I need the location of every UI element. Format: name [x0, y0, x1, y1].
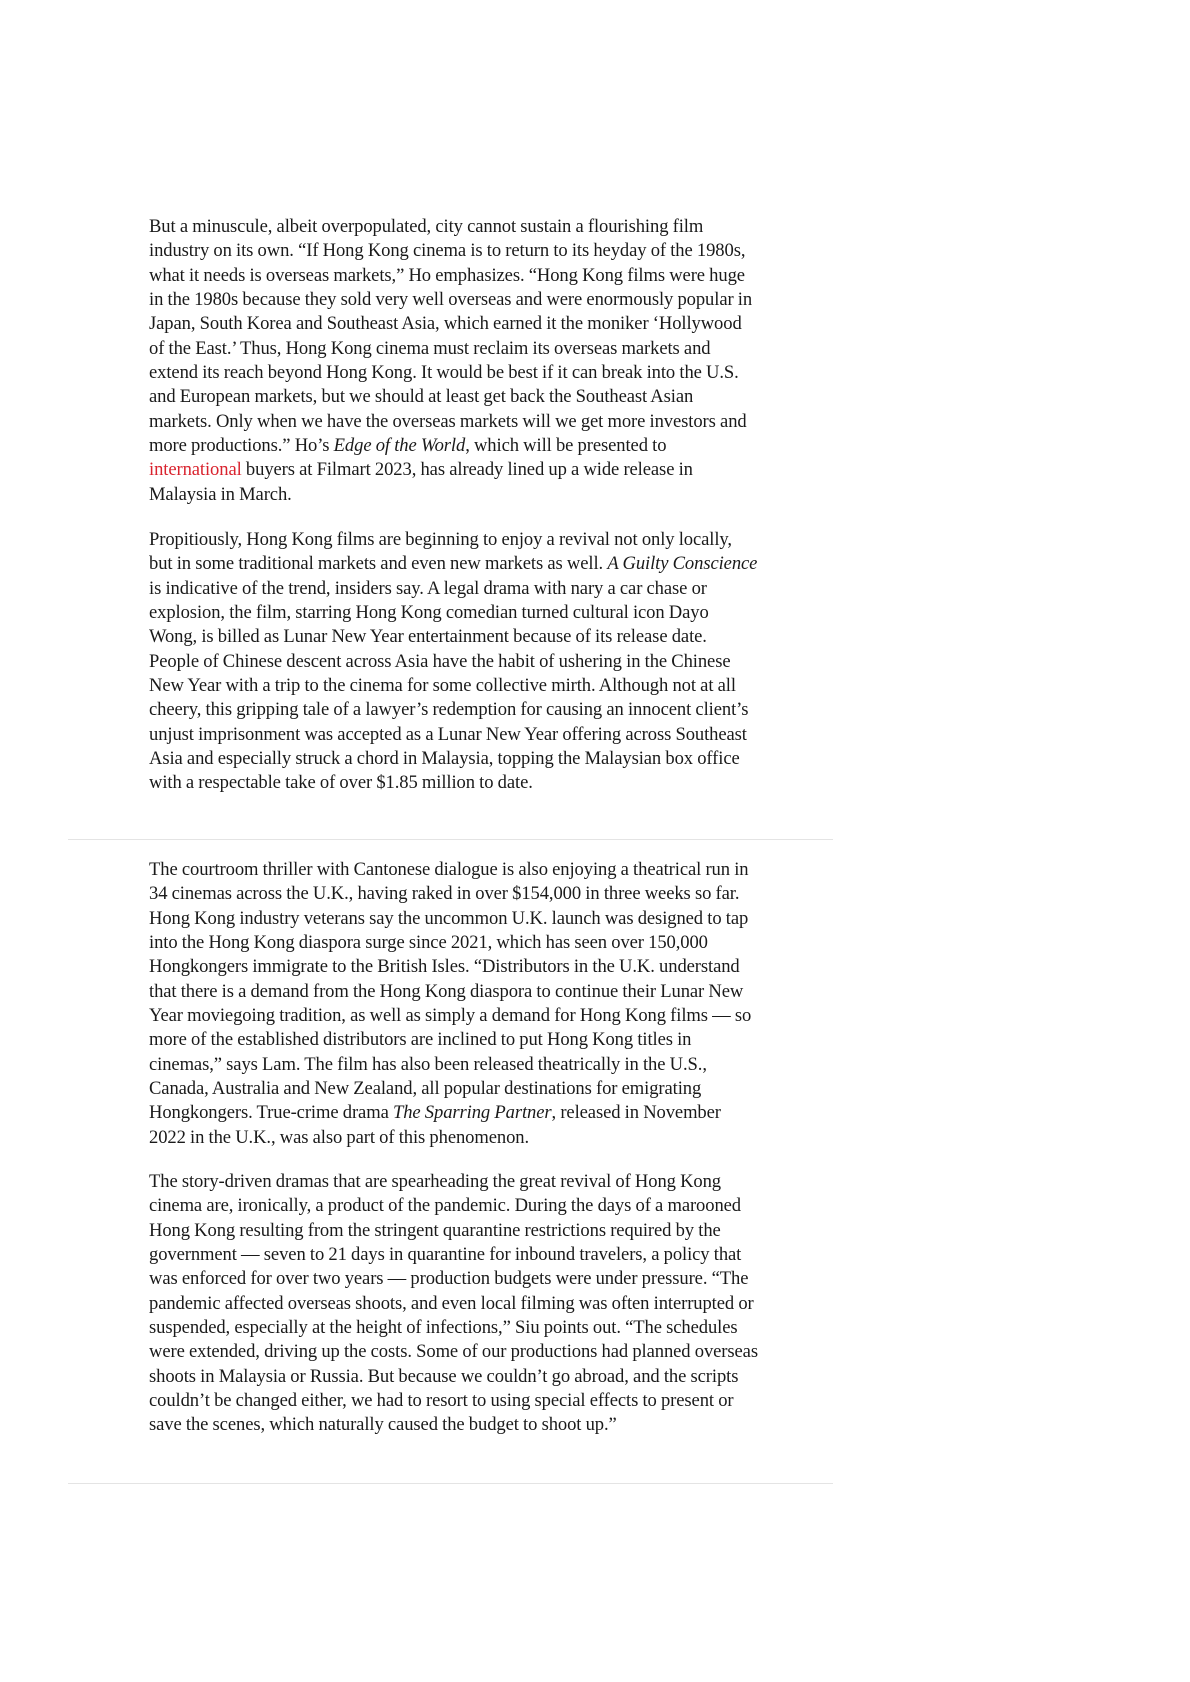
article-paragraph-4: [149, 1170, 759, 1438]
film-title-the-sparring-partner: The Sparring Partner: [392, 1102, 552, 1124]
paragraph-text: But a minuscule, albeit overpopulated, city cannot sustain a flourishing film industry on its own. “If Hong Kong cinema is to return to its heyday of the 1980s, what it needs is overseas markets,” Ho emphasizes. “Hong Kong films were huge in the 1980s because they sold very well overseas and were enormously popular in Japan, South Korea and Southeast Asia, which earned it the moniker ‘Hollywood of the East.’ Thus, Hong Kong cinema must reclaim its overseas markets and extend its reach beyond Hong Kong. It would be best if it can break into the U.S. and European markets, but we should at least get back the Southeast Asian markets. Only when we have the overseas markets will we get more investors and more productions.” Ho’s: [149, 216, 753, 457]
paragraph-text: , which will be presented to: [465, 435, 667, 457]
paragraph-text: buyers at Filmart 2023, has already lined up a wide release in Malaysia in March.: [149, 459, 693, 505]
film-title-a-guilty-conscience: A Guilty Conscience: [607, 553, 758, 575]
section-divider: [68, 839, 833, 840]
article-paragraph-1: [149, 215, 759, 507]
article-paragraph-3: [149, 858, 759, 1150]
article-paragraph-2: [149, 528, 759, 796]
paragraph-text: is indicative of the trend, insiders say. A legal drama with nary a car chase or explosion, the film, starring Hong Kong comedian turned cultural icon Dayo Wong, is billed as Lunar New Year entertainment because of its release date. People of Chinese descent across Asia have the habit of ushering in the Chinese New Year with a trip to the cinema for some collective mirth. Although not at all cheery, this gripping tale of a lawyer’s redemption for causing an innocent client’s unjust imprisonment was accepted as a Lunar New Year offering across Southeast Asia and especially struck a chord in Malaysia, topping the Malaysian box office with a respectable take of over $1.85 million to date.: [149, 577, 749, 794]
paragraph-text: The story-driven dramas that are spearheading the great revival of Hong Kong cinema are, ironically, a product of the pandemic. During the days of a marooned Hong Kong resulting from the stringent quarantine restrictions required by the government — seven to 21 days in quarantine for inbound travelers, a policy that was enforced for over two years — production budgets were under pressure. “The pandemic affected overseas shoots, and even local filming was often interrupted or suspended, especially at the height of infections,” Siu points out. “The schedules were extended, driving up the costs. Some of our productions had planned overseas shoots in Malaysia or Russia. But because we couldn’t go abroad, and the scripts couldn’t be changed either, we had to resort to using special effects to present or save the scenes, which naturally caused the budget to shoot up.”: [149, 1171, 758, 1436]
paragraph-text: The courtroom thriller with Cantonese dialogue is also enjoying a theatrical run in 34 cinemas across the U.K., having raked in over $154,000 in three weeks so far. Hong Kong industry veterans say the uncommon U.K. launch was designed to tap into the Hong Kong diaspora surge since 2021, which has seen over 150,000 Hongkongers immigrate to the British Isles. “Distributors in the U.K. understand that there is a demand from the Hong Kong diaspora to continue their Lunar New Year moviegoing tradition, as well as simply a demand for Hong Kong films — so more of the established distributors are inclined to put Hong Kong titles in cinemas,” says Lam. The film has also been released theatrically in the U.S., Canada, Australia and New Zealand, all popular destinations for emigrating Hongkongers. True-crime drama: [149, 859, 752, 1124]
paragraph-text: , released in November 2022 in the U.K., was also part of this phenomenon.: [149, 1102, 721, 1148]
section-divider: [68, 1483, 833, 1484]
film-title-edge-of-the-world: Edge of the World: [333, 435, 466, 457]
paragraph-text: Propitiously, Hong Kong films are beginning to enjoy a revival not only locally, but in some traditional markets and even new markets as well.: [149, 529, 732, 575]
international-link[interactable]: international: [149, 459, 242, 481]
